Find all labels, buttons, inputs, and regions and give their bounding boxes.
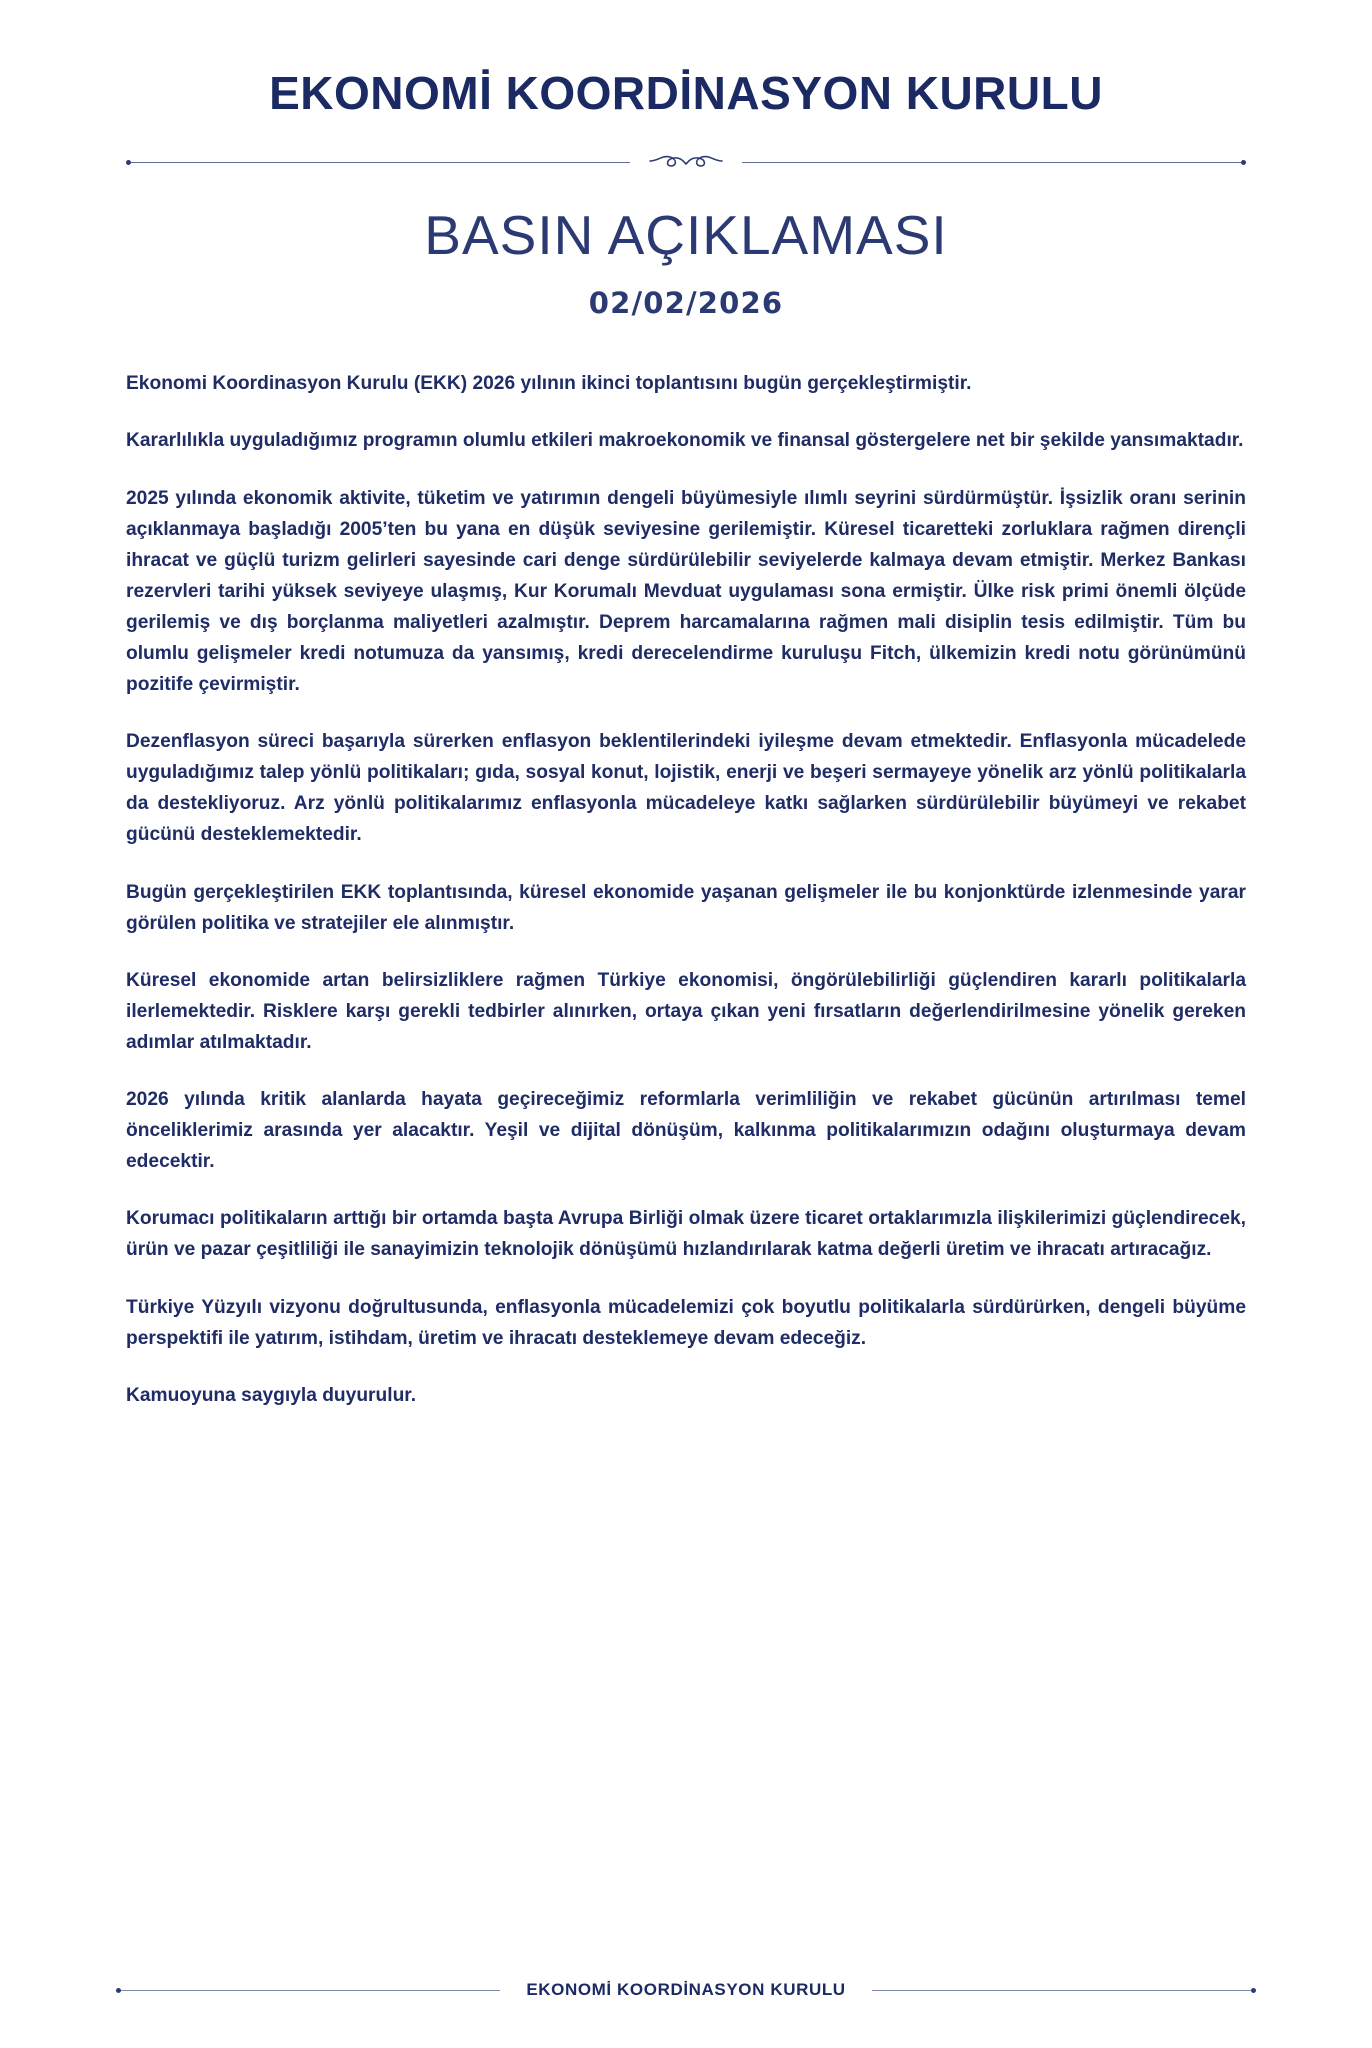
footer-title: EKONOMİ KOORDİNASYON KURULU: [526, 1980, 846, 1999]
page-footer: [0, 1980, 1372, 2000]
paragraph: Ekonomi Koordinasyon Kurulu (EKK) 2026 yılının ikinci toplantısını bugün gerçekleştirmiştir.: [126, 373, 972, 395]
paragraph: Korumacı politikaların arttığı bir ortamda başta Avrupa Birliği olmak üzere ticaret ortaklarımızla ilişkilerimizi güçlendirecek, ürün ve pazar çeşitliliği ile sanayimizin teknolojik dönüşümü hızlandırılarak katma değerli üretim ve ihracatı artıracağız.: [126, 1208, 1246, 1261]
divider-line-right: [742, 162, 1241, 163]
flourish-ornament-icon: [630, 151, 742, 171]
footer-dot-right: [1251, 1988, 1256, 1993]
paragraph: Kararlılıkla uyguladığımız programın olumlu etkileri makroekonomik ve finansal göstergelere net bir şekilde yansımaktadır.: [126, 430, 1244, 452]
document-body: [126, 368, 1246, 1410]
paragraph: Dezenflasyon süreci başarıyla sürerken enflasyon beklentilerindeki iyileşme devam etmektedir. Enflasyonla mücadelede uyguladığımız talep yönlü politikaları; gıda, sosyal konut, lojistik, enerji ve beşeri sermayeye yönelik arz yönlü politikalarla da destekliyoruz. Arz yönlü politikalarımız enflasyonla mücadeleye katkı sağlarken sürdürülebilir büyümeyi ve rekabet gücünü desteklemektedir.: [126, 731, 1246, 846]
paragraph: Türkiye Yüzyılı vizyonu doğrultusunda, enflasyonla mücadelemizi çok boyutlu politikalarla sürdürürken, dengeli büyüme perspektifi ile yatırım, istihdam, üretim ve ihracatı desteklemeye devam edeceğiz.: [126, 1296, 1246, 1349]
page-title: EKONOMİ KOORDİNASYON KURULU: [269, 67, 1103, 119]
paragraph: Bugün gerçekleştirilen EKK toplantısında, küresel ekonomide yaşanan gelişmeler ile bu konjonktürde izlenmesinde yarar görülen politika ve stratejiler ele alınmıştır.: [126, 881, 1246, 934]
ornamental-divider: [126, 153, 1246, 173]
footer-line-right: [872, 1990, 1251, 1991]
footer-line-left: [121, 1990, 500, 1991]
document-subtitle: BASIN AÇIKLAMASI: [424, 203, 948, 266]
paragraph: Kamuoyuna saygıyla duyurulur.: [126, 1384, 417, 1406]
divider-line-left: [131, 162, 630, 163]
divider-dot-right: [1241, 160, 1246, 165]
paragraph: 2026 yılında kritik alanlarda hayata geçireceğimiz reformlarla verimliliğin ve rekabet gücünün artırılması temel önceliklerimiz arasında yer alacaktır. Yeşil ve dijital dönüşüm, kalkınma politikalarımızın odağını oluşturmaya devam edecektir.: [126, 1089, 1246, 1173]
paragraph: 2025 yılında ekonomik aktivite, tüketim ve yatırımın dengeli büyümesiyle ılımlı seyrini sürdürmüştür. İşsizlik oranı serinin açıklanmaya başladığı 2005’ten bu yana en düşük seviyesine gerilemiştir. Küresel ticaretteki zorluklara rağmen dirençli ihracat ve güçlü turizm gelirleri sayesinde cari denge sürdürülebilir seviyelerde kalmaya devam etmiştir. Merkez Bankası rezervleri tarihi yüksek seviyeye ulaşmış, Kur Korumalı Mevduat uygulaması sona ermiştir. Ülke risk primi önemli ölçüde gerilemiş ve dış borçlanma maliyetleri azalmıştır. Deprem harcamalarına rağmen mali disiplin tesis edilmiştir. Tüm bu olumlu gelişmeler kredi notumuza da yansımış, kredi derecelendirme kuruluşu Fitch, ülkemizin kredi notu görünümünü pozitife çevirmiştir.: [126, 487, 1246, 696]
document-date: 02/02/2026: [588, 286, 784, 321]
paragraph: Küresel ekonomide artan belirsizliklere rağmen Türkiye ekonomisi, öngörülebilirliği güçlendiren kararlı politikalarla ilerlemektedir. Risklere karşı gerekli tedbirler alınırken, ortaya çıkan yeni fırsatların değerlendirilmesine yönelik gereken adımlar atılmaktadır.: [126, 969, 1246, 1053]
